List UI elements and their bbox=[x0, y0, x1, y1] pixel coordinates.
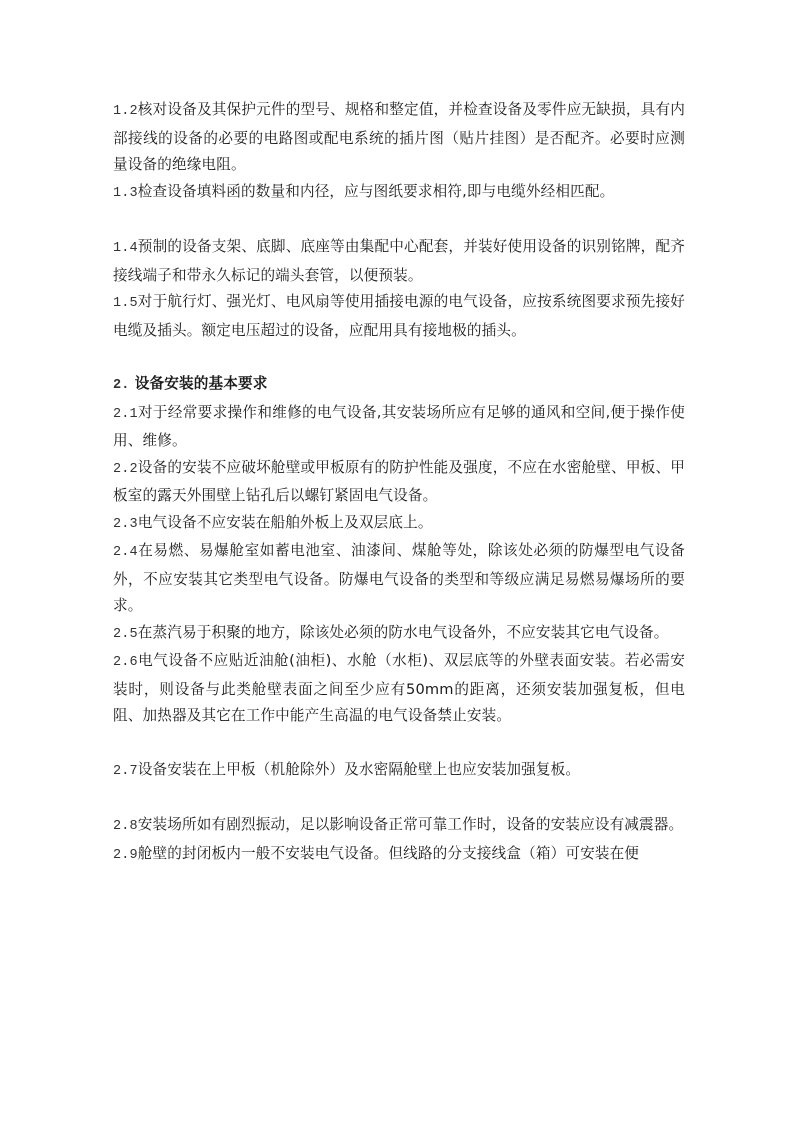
clause-text: 设备的安装不应破坏舱壁或甲板原有的防护性能及强度，不应在水密舱壁、甲板、甲板室的露天外围壁上钻孔后以螺钉紧固电气设备。 bbox=[113, 458, 685, 504]
paragraph bbox=[113, 234, 685, 289]
clause-number: 2.7 bbox=[113, 763, 138, 779]
paragraph bbox=[113, 97, 685, 179]
paragraph bbox=[113, 648, 685, 730]
clause-text: 设备安装在上甲板（机舱除外）及水密隔舱壁上也应安装加强复板。 bbox=[137, 760, 581, 778]
clause-number: 1.5 bbox=[113, 296, 138, 311]
clause-number: 1.3 bbox=[113, 185, 138, 201]
clause-text: 安装场所如有剧烈振动，足以影响设备正常可靠工作时，设备的安装应设有减震器。 bbox=[137, 816, 684, 833]
clause-number: 2.2 bbox=[113, 461, 138, 477]
paragraph bbox=[113, 812, 685, 841]
clause-number: 2.6 bbox=[113, 655, 138, 670]
clause-text: 电气设备不应贴近油舱(油柜)、水舱（水柜)、双层底等的外壁表面安装。若必需安装时，则设备与此类舱壁表面之间至少应有50mm的距离，还须安装加强复板，但电阻、加热器及其它在工作中能产生高温的电气设备禁止安装。 bbox=[113, 652, 685, 724]
clause-number: 2. bbox=[113, 378, 130, 393]
paragraph-spacer bbox=[113, 785, 685, 812]
clause-text: 检查设备填料函的数量和内径，应与图纸要求相符,即与电缆外经相匹配。 bbox=[137, 182, 615, 200]
clause-number: 2.1 bbox=[113, 406, 138, 422]
clause-text: 核对设备及其保护元件的型号、规格和整定值，并检查设备及零件应无缺损，具有内部接线的设备的必要的电路图或配电系统的插片图（贴片挂图）是否配齐。必要时应测量设备的绝缘电阻。 bbox=[113, 101, 685, 173]
section-heading bbox=[113, 371, 685, 400]
clause-text: 在蒸汽易于积聚的地方，除该处必须的防水电气设备外，不应安装其它电气设备。 bbox=[137, 623, 669, 641]
clause-number: 2.5 bbox=[113, 626, 138, 642]
clause-number: 2.8 bbox=[113, 819, 138, 834]
clause-text: 舱壁的封闭板内一般不安装电气设备。但线路的分支接线盒（箱）可安装在便 bbox=[137, 844, 640, 862]
paragraph-spacer bbox=[113, 207, 685, 234]
clause-text: 预制的设备支架、底脚、底座等由集配中心配套，并装好使用设备的识别铭牌，配齐接线端子和带永久标记的端头套管，以便预装。 bbox=[113, 238, 685, 284]
paragraph bbox=[113, 179, 685, 208]
paragraph bbox=[113, 538, 685, 620]
paragraph-spacer bbox=[113, 730, 685, 757]
clause-text: 在易燃、易爆舱室如蓄电池室、油漆间、煤舱等处，除该处必须的防爆型电气设备外，不应安装其它类型电气设备。防爆电气设备的类型和等级应满足易燃易爆场所的要求。 bbox=[113, 542, 685, 614]
paragraph bbox=[113, 841, 685, 870]
paragraph bbox=[113, 400, 685, 455]
paragraph-spacer bbox=[113, 344, 685, 371]
clause-text: 电气设备不应安装在船舶外板上及双层底上。 bbox=[137, 513, 433, 531]
clause-number: 2.3 bbox=[113, 516, 138, 532]
document-page bbox=[113, 97, 685, 869]
paragraph bbox=[113, 455, 685, 510]
clause-number: 2.4 bbox=[113, 545, 138, 560]
paragraph bbox=[113, 620, 685, 649]
clause-number: 1.4 bbox=[113, 241, 138, 256]
paragraph bbox=[113, 289, 685, 344]
paragraph bbox=[113, 757, 685, 786]
clause-number: 2.9 bbox=[113, 847, 138, 863]
clause-text: 对于航行灯、强光灯、电风扇等使用插接电源的电气设备，应按系统图要求预先接好电缆及插头。额定电压超过的设备，应配用具有接地极的插头。 bbox=[113, 293, 685, 339]
clause-text: 设备安装的基本要求 bbox=[134, 375, 268, 392]
clause-text: 对于经常要求操作和维修的电气设备,其安装场所应有足够的通风和空间,便于操作使用、维修。 bbox=[113, 403, 685, 449]
clause-number: 1.2 bbox=[113, 104, 138, 119]
paragraph bbox=[113, 510, 685, 539]
